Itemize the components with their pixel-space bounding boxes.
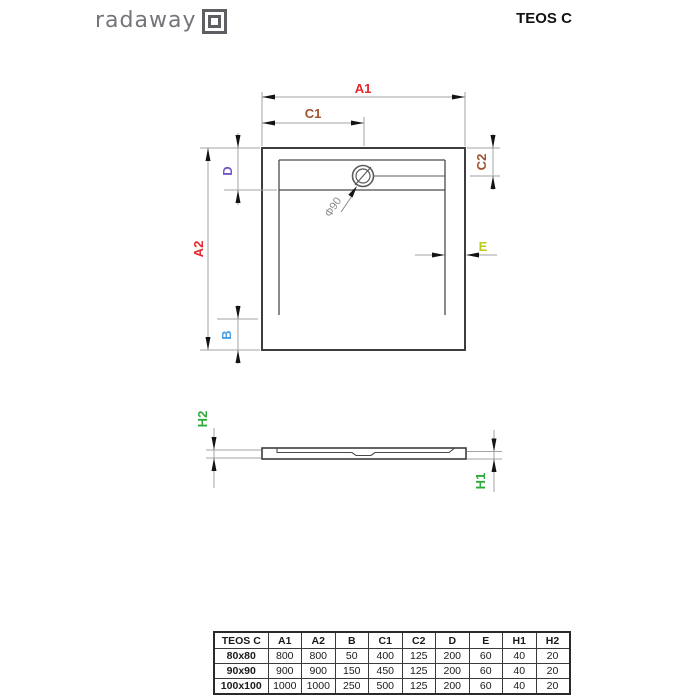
- dimensions-table: [213, 631, 571, 695]
- dim-arrowhead: [236, 306, 241, 319]
- side-extension-lines: [206, 428, 502, 492]
- cell: 450: [369, 664, 403, 679]
- product-title: TEOS C: [516, 10, 572, 27]
- dim-label-c2: C2: [474, 153, 489, 171]
- dim-arrowhead: [466, 253, 479, 258]
- dim-arrowhead: [452, 95, 465, 100]
- drain-diameter-label: Φ90: [322, 195, 345, 220]
- drain-slash: [355, 167, 371, 185]
- dim-arrowhead: [236, 350, 241, 363]
- dim-label-h2: H2: [195, 410, 210, 428]
- cell: 60: [469, 664, 503, 679]
- cell: 1000: [268, 679, 302, 695]
- dim-arrowhead: [206, 148, 211, 161]
- dim-label-a2: A2: [191, 240, 206, 258]
- table-row: [214, 649, 570, 664]
- cell: 20: [536, 664, 570, 679]
- dim-label-d: D: [220, 166, 235, 176]
- cell: 250: [335, 679, 369, 695]
- cell: 60: [469, 679, 503, 695]
- dim-label-a1: A1: [354, 81, 372, 96]
- side-view: [195, 411, 502, 492]
- dim-arrowhead: [212, 437, 217, 450]
- cell: 20: [536, 679, 570, 695]
- cell: 200: [436, 679, 470, 695]
- cell: 125: [402, 649, 436, 664]
- cell: 1000: [302, 679, 336, 695]
- cell: 800: [302, 649, 336, 664]
- dim-label-e: E: [478, 239, 488, 254]
- cell: 125: [402, 664, 436, 679]
- top-view: [191, 81, 500, 364]
- dim-arrowhead: [236, 190, 241, 203]
- dim-arrowhead: [262, 121, 275, 126]
- cell: 40: [503, 679, 537, 695]
- dim-arrowhead: [492, 459, 497, 472]
- dim-arrowheads: [206, 95, 496, 364]
- dim-label-h1: H1: [473, 472, 488, 490]
- col-header-h2: H2: [536, 632, 570, 649]
- dimension-lines: [208, 97, 497, 364]
- dim-arrowhead: [491, 176, 496, 189]
- dim-arrowhead: [236, 135, 241, 148]
- col-header-h1: H1: [503, 632, 537, 649]
- cell: 50: [335, 649, 369, 664]
- dim-arrowhead: [206, 337, 211, 350]
- cell: 200: [436, 649, 470, 664]
- cell: 20: [536, 649, 570, 664]
- dim-arrowhead: [432, 253, 445, 258]
- cell: 40: [503, 649, 537, 664]
- col-header-d: D: [436, 632, 470, 649]
- cell: 60: [469, 649, 503, 664]
- table-row: [214, 679, 570, 695]
- col-header-b: B: [335, 632, 369, 649]
- dim-label-c1: C1: [304, 106, 322, 121]
- col-header-a2: A2: [302, 632, 336, 649]
- cell: 800: [268, 649, 302, 664]
- cell: 400: [369, 649, 403, 664]
- drain-leader-arrowhead: [348, 186, 357, 198]
- dim-label-b: B: [219, 330, 234, 340]
- dim-arrowhead: [491, 135, 496, 148]
- col-header-teos-c: TEOS C: [214, 632, 268, 649]
- row-label: 90x90: [214, 664, 268, 679]
- cell: 500: [369, 679, 403, 695]
- cell: 200: [436, 664, 470, 679]
- dim-arrowhead: [262, 95, 275, 100]
- cell: 900: [302, 664, 336, 679]
- col-header-a1: A1: [268, 632, 302, 649]
- table-header-row: [214, 632, 570, 649]
- side-profile-outline: [262, 448, 466, 459]
- dim-arrowhead: [351, 121, 364, 126]
- side-profile-floor-line: [277, 448, 455, 456]
- tray-outline: [262, 148, 465, 350]
- table-row: [214, 664, 570, 679]
- col-header-e: E: [469, 632, 503, 649]
- cell: 125: [402, 679, 436, 695]
- dim-arrowhead: [212, 458, 217, 471]
- cell: 900: [268, 664, 302, 679]
- col-header-c2: C2: [402, 632, 436, 649]
- logo-text: radaway: [95, 8, 197, 33]
- cell: 150: [335, 664, 369, 679]
- cell: 40: [503, 664, 537, 679]
- row-label: 80x80: [214, 649, 268, 664]
- dim-arrowhead: [492, 439, 497, 452]
- row-label: 100x100: [214, 679, 268, 695]
- col-header-c1: C1: [369, 632, 403, 649]
- extension-lines: [200, 92, 500, 350]
